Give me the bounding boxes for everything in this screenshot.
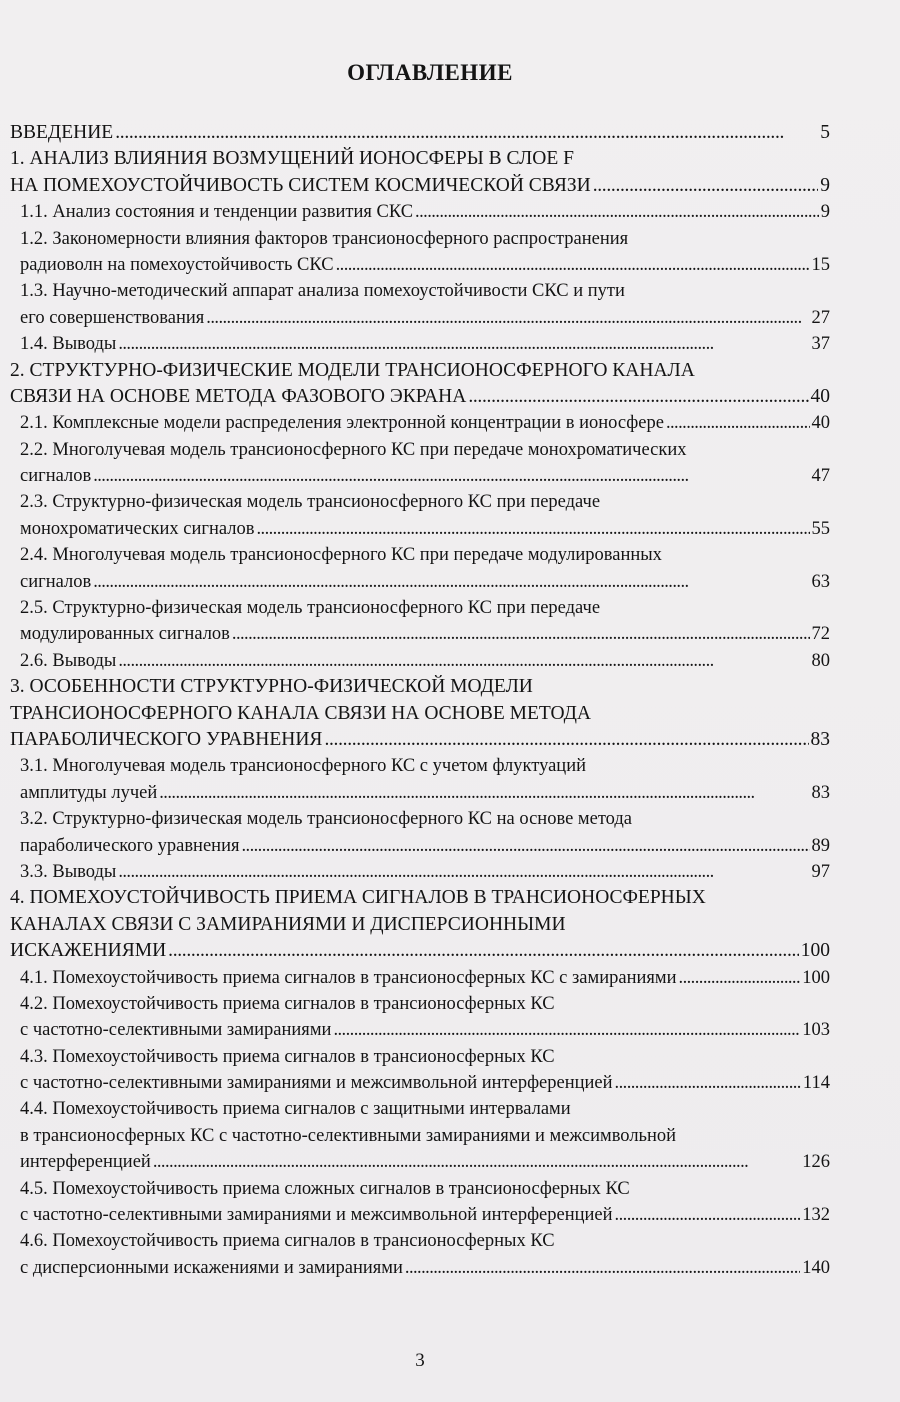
dot-leader	[666, 410, 810, 436]
toc-entry-text: 2.2. Многолучевая модель трансионосферного КС при передаче монохроматических	[20, 439, 687, 460]
toc-page-number: 89	[811, 835, 830, 856]
toc-section-entry	[10, 965, 830, 991]
toc-chapter-entry	[10, 674, 830, 753]
toc-entry-line	[10, 674, 830, 700]
toc-entry-line	[20, 595, 830, 621]
page-title: ОГЛАВЛЕНИЕ	[347, 60, 513, 85]
dot-leader	[256, 516, 809, 542]
toc-entry-line	[10, 358, 830, 384]
toc-entry-line	[20, 331, 830, 357]
toc-entry-line	[20, 648, 830, 674]
toc-entry-line	[20, 489, 830, 515]
toc-entry-line	[20, 991, 830, 1017]
toc-entry-text: 2.6. Выводы	[20, 650, 117, 671]
toc-chapter-entry	[10, 885, 830, 964]
toc-entry-text: с дисперсионными искажениями и замираниями	[20, 1257, 403, 1278]
toc-section-entry	[10, 1228, 830, 1281]
toc-entry-line	[10, 173, 830, 199]
toc-entry-line	[20, 1123, 830, 1149]
toc-entry-text: 4.1. Помехоустойчивость приема сигналов в трансионосферных КС с замираниями	[20, 967, 677, 988]
toc-page-number: 63	[811, 571, 830, 592]
toc-entry-line	[20, 833, 830, 859]
toc-section-entry	[10, 278, 830, 331]
toc-page-number: 55	[811, 518, 830, 539]
toc-entry-text: с частотно-селективными замираниями	[20, 1020, 332, 1041]
toc-entry-text: 2.1. Комплексные модели распределения электронной концентрации в ионосфере	[20, 413, 664, 434]
dot-leader	[468, 384, 808, 410]
toc-entry-line	[10, 146, 830, 172]
toc-section-entry	[10, 410, 830, 436]
toc-chapter-entry	[10, 146, 830, 199]
toc-section-entry	[10, 595, 830, 648]
toc-entry-line	[20, 252, 830, 278]
toc-entry-text: ПАРАБОЛИЧЕСКОГО УРАВНЕНИЯ	[10, 728, 323, 750]
toc-entry-text: ВВЕДЕНИЕ	[10, 122, 114, 143]
dot-leader	[336, 252, 810, 278]
toc-entry-line	[20, 1044, 830, 1070]
toc-page-number: 9	[820, 202, 830, 223]
toc-entry-line	[10, 727, 830, 753]
toc-entry-text: сигналов	[20, 466, 92, 487]
toc-entry-text: 4.5. Помехоустойчивость приема сложных сигналов в трансионосферных КС	[20, 1178, 630, 1199]
toc-entry-text: СВЯЗИ НА ОСНОВЕ МЕТОДА ФАЗОВОГО ЭКРАНА	[10, 385, 467, 407]
dot-leader	[232, 621, 810, 647]
toc-entry-line	[20, 569, 830, 595]
toc-entry-text: 1. АНАЛИЗ ВЛИЯНИЯ ВОЗМУЩЕНИЙ ИОНОСФЕРЫ В СЛОЕ F	[10, 148, 574, 170]
toc-entry-text: 1.1. Анализ состояния и тенденции развития СКС	[20, 202, 414, 223]
toc-page-number: 80	[811, 650, 830, 671]
toc-entry-line	[20, 226, 830, 252]
toc-section-entry	[10, 753, 830, 806]
toc-page-number: 132	[802, 1205, 830, 1226]
toc-entry-text: модулированных сигналов	[20, 624, 230, 645]
toc-page-number: 100	[802, 967, 830, 988]
toc-section-entry	[10, 991, 830, 1044]
dot-leader	[324, 727, 808, 753]
toc-entry-line	[20, 780, 830, 806]
toc-entry-text: 4.6. Помехоустойчивость приема сигналов в трансионосферных КС	[20, 1231, 555, 1252]
toc-entry-text: 1.4. Выводы	[20, 334, 117, 355]
toc-entry-line	[10, 120, 830, 146]
toc-page-number: 37	[811, 334, 830, 355]
toc-entry-text: монохроматических сигналов	[20, 518, 255, 539]
toc-entry-line	[20, 516, 830, 542]
dot-leader	[118, 859, 809, 885]
toc-entry-line	[20, 859, 830, 885]
toc-section-entry	[10, 806, 830, 859]
toc-entry-text: параболического уравнения	[20, 835, 240, 856]
toc-entry-line	[20, 621, 830, 647]
toc-page-number: 103	[802, 1020, 830, 1041]
toc-entry-text: 2.4. Многолучевая модель трансионосферного КС при передаче модулированных	[20, 545, 662, 566]
toc-page-number: 47	[811, 466, 830, 487]
toc-page-number: 100	[800, 940, 830, 962]
toc-entry-line	[10, 384, 830, 410]
dot-leader	[118, 331, 809, 357]
toc-page-number: 140	[802, 1257, 830, 1278]
dot-leader	[615, 1202, 801, 1228]
toc-entry-line	[20, 199, 830, 225]
toc-entry-line	[20, 1096, 830, 1122]
toc-entry-line	[20, 437, 830, 463]
toc-entry-line	[20, 542, 830, 568]
dot-leader	[333, 1017, 800, 1043]
toc-page-number: 27	[811, 307, 830, 328]
toc-entry-line	[20, 806, 830, 832]
toc-entry-line	[10, 701, 830, 727]
toc-page-number: 40	[811, 413, 830, 434]
dot-leader	[593, 173, 819, 199]
toc-entry-text: КАНАЛАХ СВЯЗИ С ЗАМИРАНИЯМИ И ДИСПЕРСИОННЫМИ	[10, 913, 566, 935]
toc-entry-line	[20, 753, 830, 779]
toc-section-entry	[10, 1096, 830, 1175]
toc-entry-text: его совершенствования	[20, 307, 205, 328]
toc-section-entry	[10, 331, 830, 357]
toc-entry-line	[20, 1149, 830, 1175]
dot-leader	[118, 648, 809, 674]
toc-page-number: 40	[810, 385, 830, 407]
toc-entry-text: с частотно-селективными замираниями и межсимвольной интерференцией	[20, 1205, 613, 1226]
toc-section-entry	[10, 859, 830, 885]
toc-entry-text: в трансионосферных КС с частотно-селективными замираниями и межсимвольной	[20, 1125, 677, 1146]
toc-entry-line	[20, 965, 830, 991]
toc-chapter-entry	[10, 358, 830, 411]
toc-entry-text: ТРАНСИОНОСФЕРНОГО КАНАЛА СВЯЗИ НА ОСНОВЕ МЕТОДА	[10, 702, 592, 724]
dot-leader	[93, 569, 809, 595]
toc-entry-line	[20, 1176, 830, 1202]
toc-entry-text: 3.2. Структурно-физическая модель трансионосферного КС на основе метода	[20, 809, 633, 830]
toc-entry-text: 2.5. Структурно-физическая модель трансионосферного КС при передаче	[20, 598, 601, 619]
toc-entry-line	[20, 463, 830, 489]
table-of-contents	[10, 120, 830, 1281]
toc-page-number: 114	[802, 1073, 830, 1094]
toc-entry-text: 3.3. Выводы	[20, 861, 117, 882]
dot-leader	[93, 463, 809, 489]
toc-section-entry	[10, 1176, 830, 1229]
dot-leader	[679, 965, 801, 991]
toc-section-entry	[10, 489, 830, 542]
toc-entry-text: 2.3. Структурно-физическая модель трансионосферного КС при передаче	[20, 492, 601, 513]
toc-page-number: 72	[811, 624, 830, 645]
dot-leader	[415, 199, 819, 225]
toc-entry-line	[20, 1228, 830, 1254]
toc-section-entry	[10, 437, 830, 490]
toc-entry-text: сигналов	[20, 571, 92, 592]
toc-entry-text: с частотно-селективными замираниями и межсимвольной интерференцией	[20, 1073, 613, 1094]
dot-leader	[405, 1255, 800, 1281]
dot-leader	[206, 305, 809, 331]
toc-entry-text: 3.1. Многолучевая модель трансионосферного КС с учетом флуктуаций	[20, 756, 586, 777]
dot-leader	[168, 938, 799, 964]
toc-entry-text: 4. ПОМЕХОУСТОЙЧИВОСТЬ ПРИЕМА СИГНАЛОВ В ТРАНСИОНОСФЕРНЫХ	[10, 887, 706, 909]
dot-leader	[115, 120, 818, 146]
toc-entry-text: 4.4. Помехоустойчивость приема сигналов с защитными интервалами	[20, 1099, 571, 1120]
dot-leader	[159, 780, 809, 806]
toc-chapter-entry	[10, 120, 830, 146]
toc-page-number: 83	[810, 728, 830, 750]
toc-entry-line	[20, 1202, 830, 1228]
toc-entry-text: ИСКАЖЕНИЯМИ	[10, 940, 167, 962]
toc-entry-text: 2. СТРУКТУРНО-ФИЗИЧЕСКИЕ МОДЕЛИ ТРАНСИОНОСФЕРНОГО КАНАЛА	[10, 359, 695, 381]
toc-page-number: 15	[811, 254, 830, 275]
toc-entry-text: 1.2. Закономерности влияния факторов трансионосферного распространения	[20, 228, 629, 249]
toc-page-number: 9	[820, 174, 830, 196]
toc-entry-text: амплитуды лучей	[20, 782, 158, 803]
toc-section-entry	[10, 199, 830, 225]
toc-entry-line	[10, 885, 830, 911]
dot-leader	[241, 833, 809, 859]
toc-entry-line	[20, 1255, 830, 1281]
toc-entry-text: 4.3. Помехоустойчивость приема сигналов в трансионосферных КС	[20, 1046, 555, 1067]
toc-page-number: 83	[811, 782, 830, 803]
dot-leader	[153, 1149, 800, 1175]
toc-entry-line	[20, 1070, 830, 1096]
toc-entry-text: 3. ОСОБЕННОСТИ СТРУКТУРНО-ФИЗИЧЕСКОЙ МОДЕЛИ	[10, 676, 533, 698]
dot-leader	[615, 1070, 801, 1096]
toc-page-number: 126	[802, 1152, 830, 1173]
toc-entry-text: 4.2. Помехоустойчивость приема сигналов в трансионосферных КС	[20, 993, 555, 1014]
toc-page-number: 97	[811, 861, 830, 882]
toc-entry-text: радиоволн на помехоустойчивость СКС	[20, 254, 334, 275]
toc-page-number: 5	[820, 122, 830, 143]
toc-entry-line	[20, 278, 830, 304]
toc-entry-line	[20, 410, 830, 436]
toc-entry-text: 1.3. Научно-методический аппарат анализа помехоустойчивости СКС и пути	[20, 281, 625, 302]
toc-section-entry	[10, 1044, 830, 1097]
toc-section-entry	[10, 542, 830, 595]
toc-section-entry	[10, 226, 830, 279]
toc-entry-text: НА ПОМЕХОУСТОЙЧИВОСТЬ СИСТЕМ КОСМИЧЕСКОЙ СВЯЗИ	[10, 174, 591, 196]
toc-entry-text: интерференцией	[20, 1152, 151, 1173]
toc-entry-line	[10, 912, 830, 938]
toc-section-entry	[10, 648, 830, 674]
toc-entry-line	[20, 1017, 830, 1043]
toc-entry-line	[20, 305, 830, 331]
toc-entry-line	[10, 938, 830, 964]
page-number: 3	[415, 1350, 425, 1371]
